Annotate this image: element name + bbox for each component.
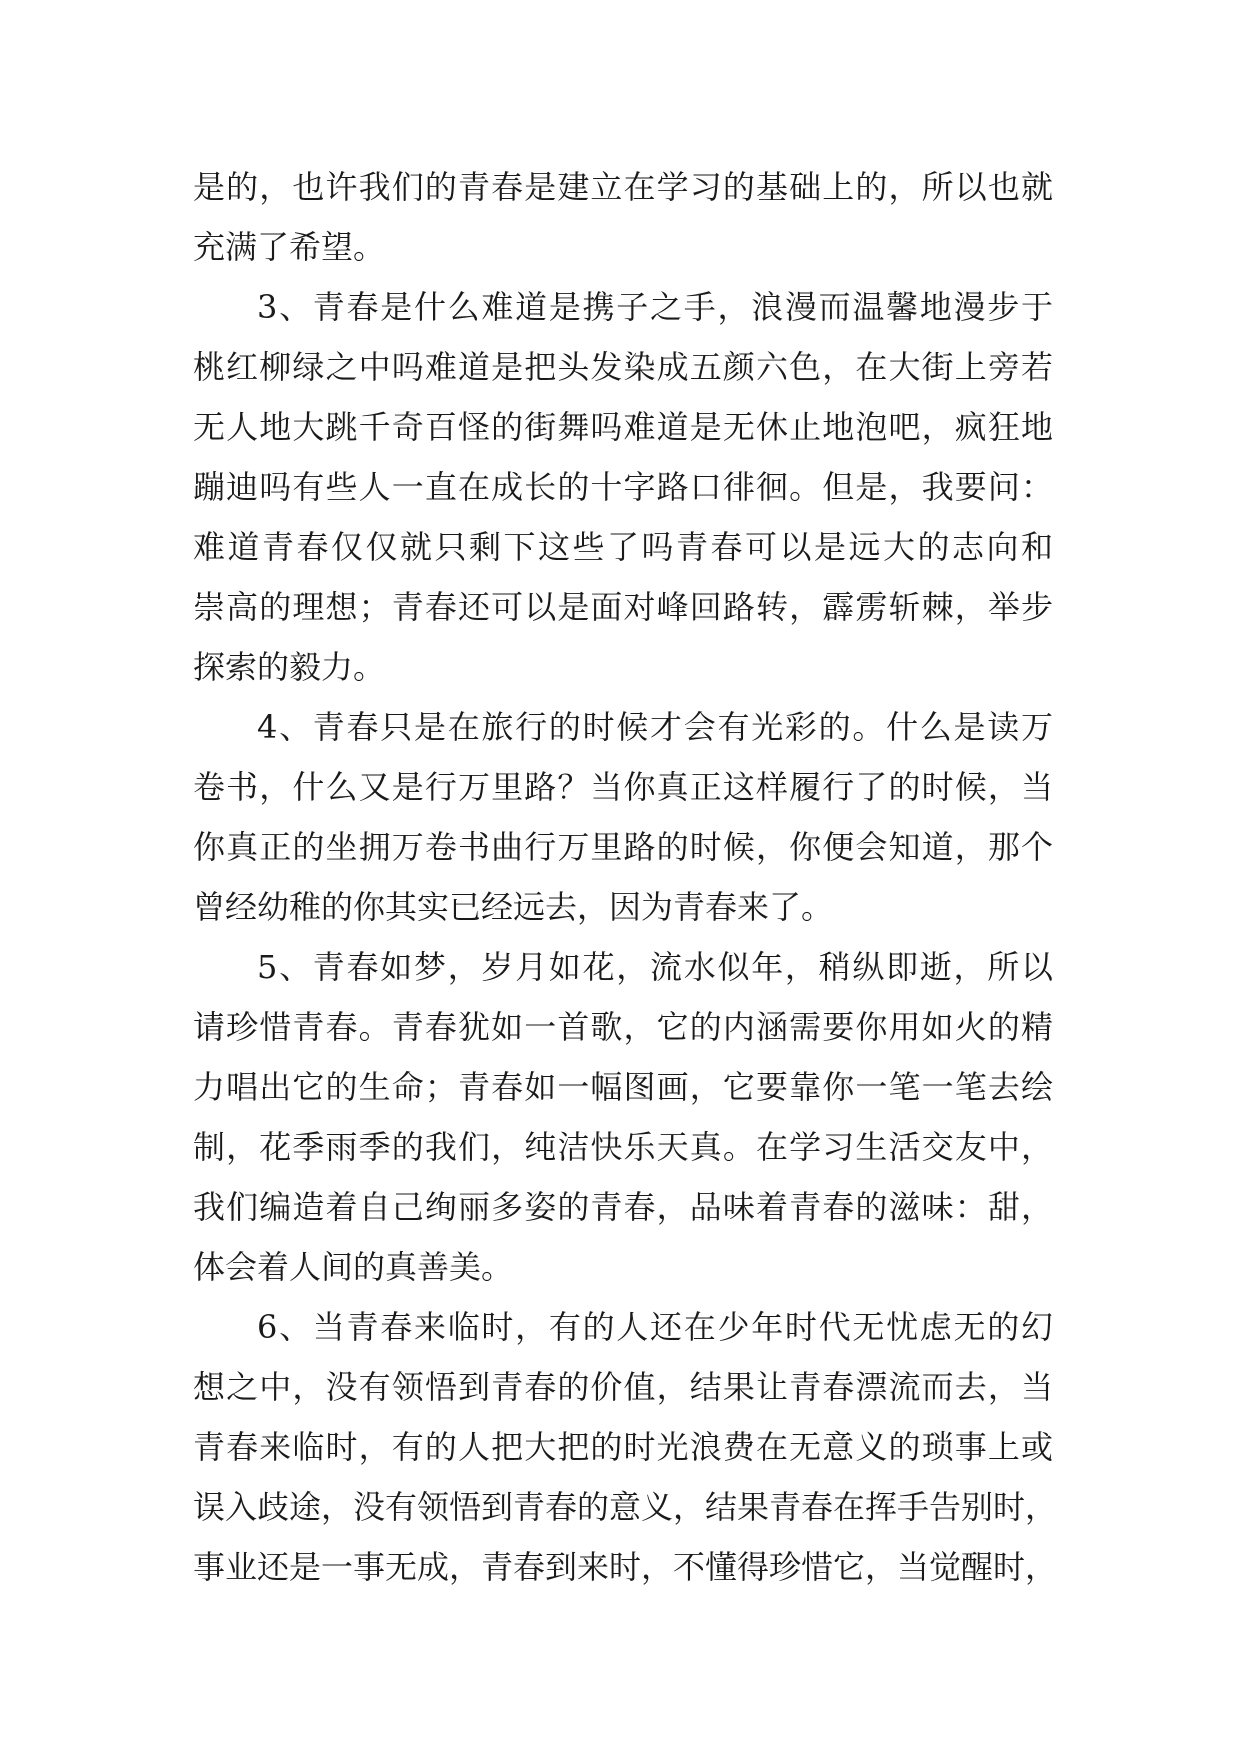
text-line: 我们编造着自己绚丽多姿的青春，品味着青春的滋味：甜， [193, 1188, 1053, 1226]
text-line: 卷书，什么又是行万里路？当你真正这样履行了的时候，当 [193, 768, 1053, 806]
document-body [193, 157, 1058, 1597]
text-line: 6、当青春来临时，有的人还在少年时代无忧虑无的幻 [257, 1308, 1053, 1346]
text-line: 你真正的坐拥万卷书曲行万里路的时候，你便会知道，那个 [193, 828, 1053, 866]
text-line: 是的，也许我们的青春是建立在学习的基础上的，所以也就 [193, 168, 1053, 206]
text-line: 青春来临时，有的人把大把的时光浪费在无意义的琐事上或 [193, 1428, 1053, 1466]
text-line: 力唱出它的生命；青春如一幅图画，它要靠你一笔一笔去绘 [193, 1068, 1053, 1106]
text-line: 难道青春仅仅就只剩下这些了吗青春可以是远大的志向和 [193, 528, 1053, 566]
text-line: 无人地大跳千奇百怪的街舞吗难道是无休止地泡吧，疯狂地 [193, 408, 1053, 446]
text-line: 充满了希望。 [193, 228, 386, 266]
text-line: 4、青春只是在旅行的时候才会有光彩的。什么是读万 [257, 708, 1053, 746]
text-line: 探索的毅力。 [193, 648, 386, 686]
text-line: 误入歧途，没有领悟到青春的意义，结果青春在挥手告别时， [193, 1488, 1058, 1526]
text-line: 曾经幼稚的你其实已经远去，因为青春来了。 [193, 888, 834, 926]
text-line: 请珍惜青春。青春犹如一首歌，它的内涵需要你用如火的精 [193, 1008, 1053, 1046]
text-line: 5、青春如梦，岁月如花，流水似年，稍纵即逝，所以 [257, 948, 1053, 986]
text-line: 体会着人间的真善美。 [193, 1248, 514, 1286]
text-line: 3、青春是什么难道是携子之手，浪漫而温馨地漫步于 [257, 288, 1053, 326]
text-line: 蹦迪吗有些人一直在成长的十字路口徘徊。但是，我要问： [193, 468, 1053, 506]
text-line: 想之中，没有领悟到青春的价值，结果让青春漂流而去，当 [193, 1368, 1053, 1406]
text-line: 崇高的理想；青春还可以是面对峰回路转，霹雳斩棘，举步 [193, 588, 1053, 626]
text-line: 制，花季雨季的我们，纯洁快乐天真。在学习生活交友中， [193, 1128, 1053, 1166]
text-line: 事业还是一事无成，青春到来时，不懂得珍惜它，当觉醒时， [193, 1548, 1058, 1586]
text-line: 桃红柳绿之中吗难道是把头发染成五颜六色，在大街上旁若 [193, 348, 1053, 386]
